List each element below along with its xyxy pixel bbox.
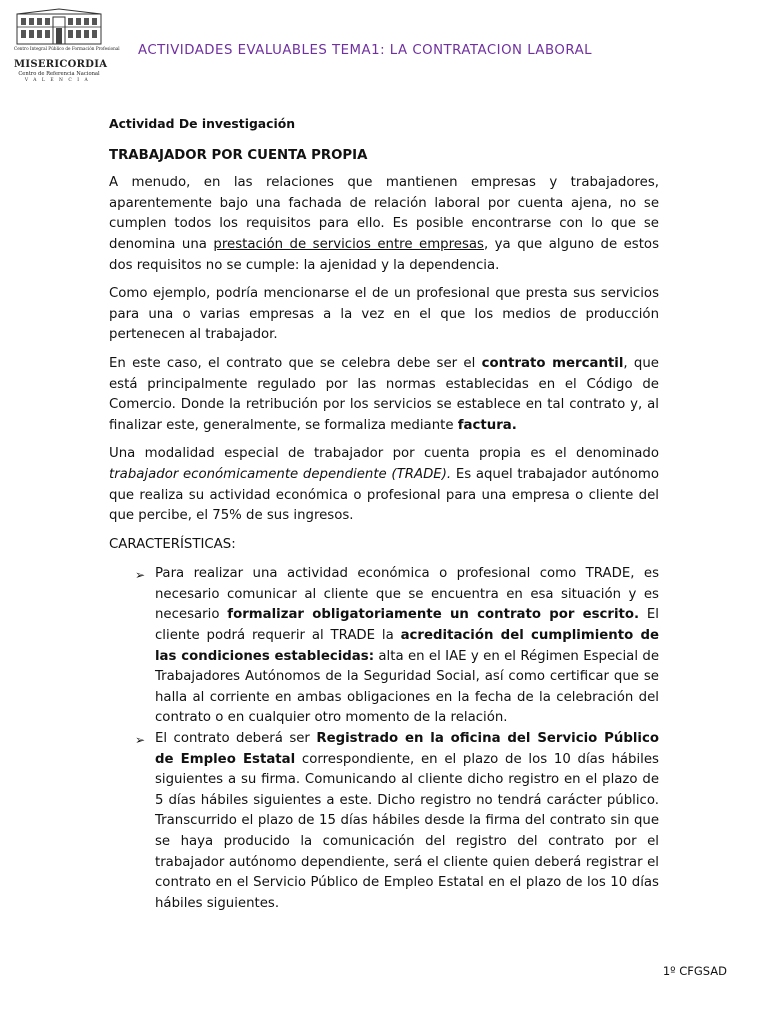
text: El contrato deberá ser [155,731,317,747]
paragraph-3 [109,354,659,436]
header-title: ACTIVIDADES EVALUABLES TEMA1: LA CONTRATACION LABORAL [138,43,593,58]
section-title: TRABAJADOR POR CUENTA PROPIA [109,147,368,163]
document-body [109,114,659,914]
paragraph-1 [109,173,659,276]
text: A menudo, en las relaciones que mantienen empresas y trabajadores, aparentemente bajo una fachada de relación laboral por cuenta ajena, no se cumplen todos los requisitos para ello. Es posible encontrarse con lo que se denomina una [109,175,659,252]
list-item [109,564,659,729]
logo-name: MISERICORDIA [14,59,108,70]
footer-text: 1º CFGSAD [662,964,727,978]
text: , que está principalmente regulado por las normas establecidas en el Código de Comercio. Donde la retribución por los servicios se establece en tal contrato y, al finalizar este, generalmente, se formaliza mediante [109,355,659,433]
text: Para realizar una actividad económica o profesional como TRADE, es necesario comunicar al cliente que se encuentra en esa situación y es necesario [155,566,659,623]
bold-term: factura. [457,417,517,433]
building-icon [14,8,104,46]
text: En este caso, el contrato que se celebra debe ser el [109,355,482,371]
underlined-term: prestación de servicios entre empresas [213,236,484,252]
bold-term: formalizar obligatoriamente un contrato por escrito. [227,607,640,623]
logo-subtitle: Centro de Referencia Nacional [18,71,100,77]
italic-term: trabajador económicamente dependiente (TRADE). [109,466,452,482]
text: El cliente podrá requerir al TRADE la [155,607,660,644]
bold-term: contrato mercantil [481,355,624,371]
text: Una modalidad especial de trabajador por cuenta propia es el denominado [109,446,659,462]
arrow-bullet-icon: ➢ [135,733,146,748]
logo-city: VALENCIA [24,78,94,83]
arrow-bullet-icon: ➢ [135,568,146,583]
text: Es aquel trabajador autónomo que realiza su actividad económica o profesional para una empresa o cliente del que percibe, el 75% de sus ingresos. [109,466,659,524]
logo-line1: Centro Integral Público de Formación Profesional [14,46,120,51]
bold-term: acreditación del cumplimiento de las condiciones establecidas: [155,628,660,664]
bold-term: Registrado en la oficina del Servicio Público de Empleo Estatal [155,731,659,767]
paragraph-2: Como ejemplo, podría mencionarse el de un profesional que presta sus servicios para una o varias empresas a la vez en el que los medios de producción pertenecen al trabajador. [109,286,659,343]
list-item [109,729,659,914]
characteristics-list [109,564,659,914]
activity-title: Actividad De investigación [109,116,296,131]
text: , ya que alguno de estos dos requisitos no se cumple: la ajenidad y la dependencia. [109,236,659,273]
school-logo [14,8,120,86]
text: correspondiente, en el plazo de los 10 días hábiles siguientes a su firma. Comunicando al cliente dicho registro en el plazo de 5 días hábiles siguientes a este. Dicho registro no tendrá carácter público. Transcurrido el plazo de 15 días hábiles desde la firma del contrato sin que se haya producido la comunicación del registro del contrato por el trabajador autónomo dependiente, será el cliente quien deberá registrar el contrato en el Servicio Público de Empleo Estatal en el plazo de los 10 días hábiles siguientes. [155,751,659,911]
paragraph-4 [109,444,659,526]
text: alta en el IAE y en el Régimen Especial de Trabajadores Autónomos de la Seguridad Social, así como certificar que se halla al corriente en ambas obligaciones en la fecha de la celebración del contrato o en cualquier otro momento de la relación. [155,648,659,726]
characteristics-title: CARACTERÍSTICAS: [109,536,236,552]
